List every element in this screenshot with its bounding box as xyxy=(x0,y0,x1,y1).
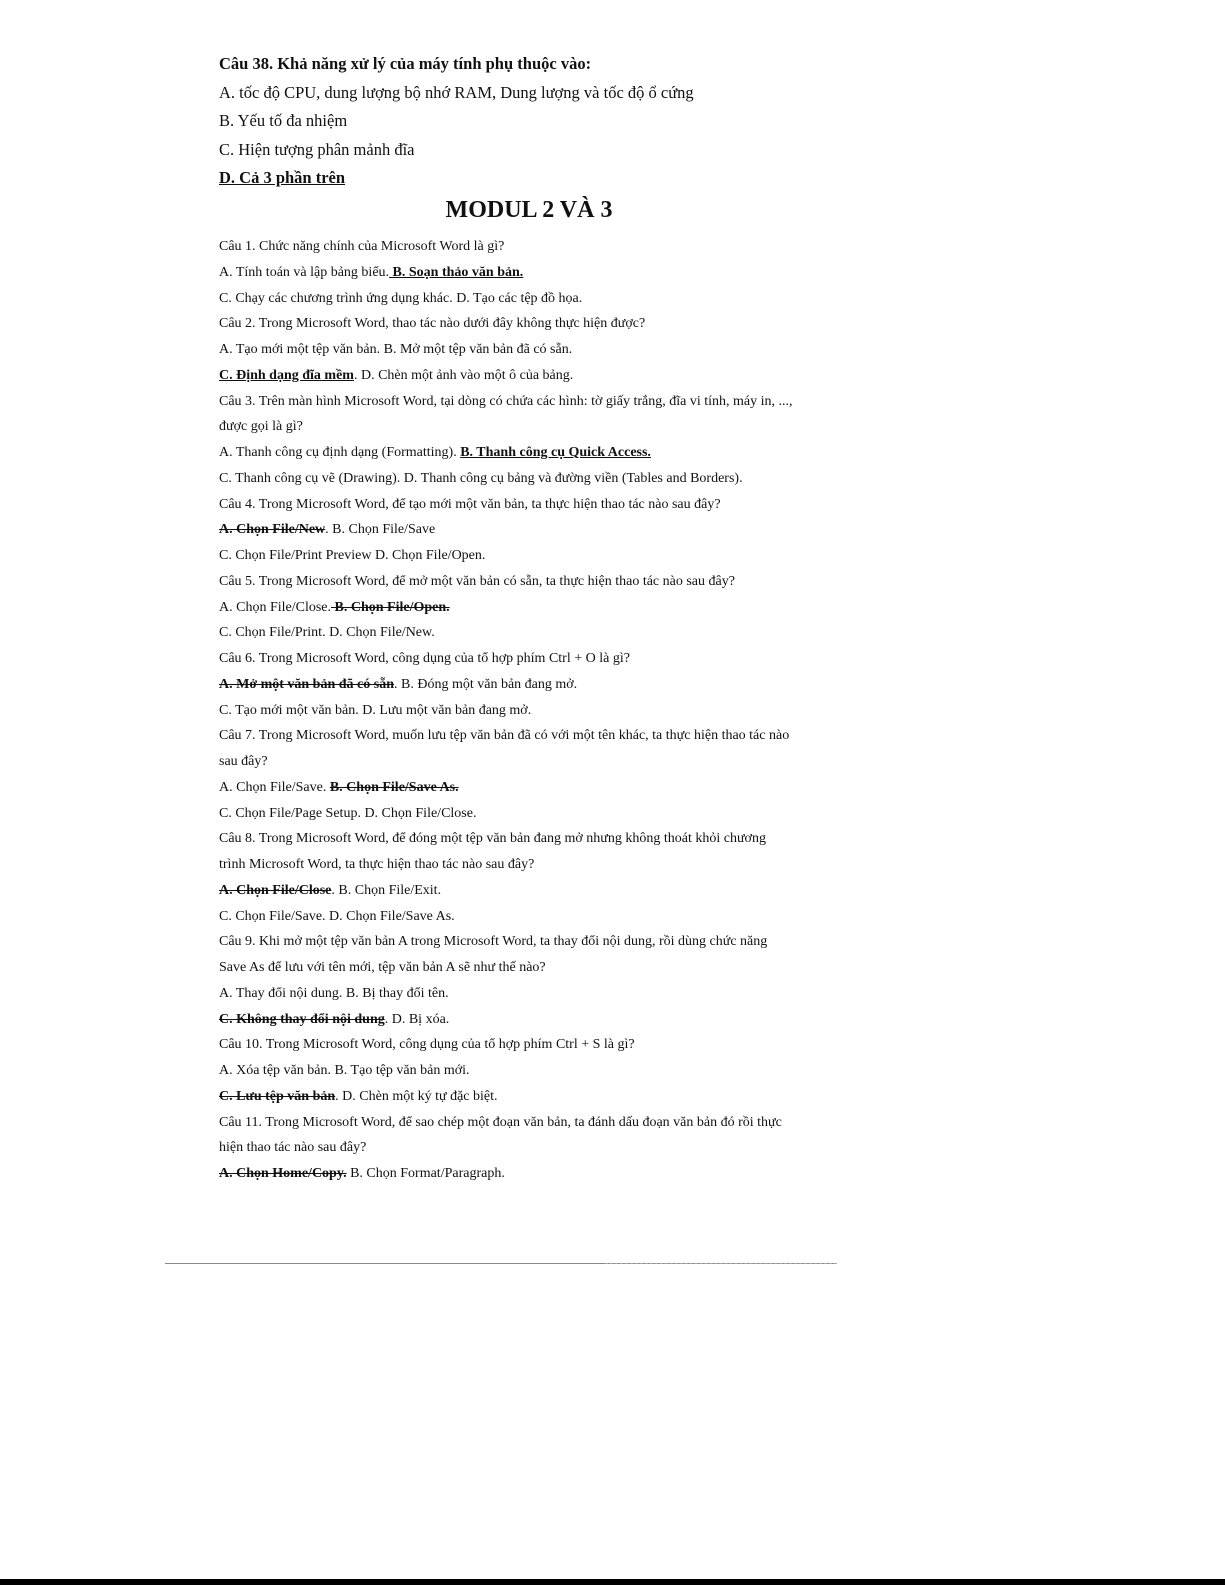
question-5-options-cd: C. Chọn File/Print. D. Chọn File/New. xyxy=(219,625,435,641)
question-6-options-ab xyxy=(219,672,844,698)
answer-strikethrough: B. Chọn File/Open. xyxy=(331,599,450,615)
question-1: Câu 1. Chức năng chính của Microsoft Word là gì? xyxy=(219,239,505,254)
option-text: A. Chọn File/Save. xyxy=(219,779,330,795)
question-1-options-ab xyxy=(219,260,844,286)
question-2: Câu 2. Trong Microsoft Word, thao tác nào dưới đây không thực hiện được? xyxy=(219,316,646,332)
question-10-options-ab: A. Xóa tệp văn bản. B. Tạo tệp văn bản mới. xyxy=(219,1063,470,1078)
question-6-options-cd: C. Tạo mới một văn bản. D. Lưu một văn bản đang mở. xyxy=(219,702,532,718)
question-7-options-ab xyxy=(219,775,844,801)
option-text: A. Tính toán và lập bảng biểu. xyxy=(219,264,390,280)
question-7-line-1: Câu 7. Trong Microsoft Word, muốn lưu tệp văn bản đã có với một tên khác, ta thực hiện thao tác nào xyxy=(219,728,790,744)
question-7-options-cd: C. Chọn File/Page Setup. D. Chọn File/Close. xyxy=(219,805,477,821)
question-38-option-c: C. Hiện tượng phân mảnh đĩa xyxy=(219,139,415,159)
question-3-line-2: được gọi là gì? xyxy=(219,419,303,435)
question-7-line-2: sau đây? xyxy=(219,754,268,769)
question-5: Câu 5. Trong Microsoft Word, để mở một văn bản có sẵn, ta thực hiện thao tác nào sau đây? xyxy=(219,573,735,589)
question-6: Câu 6. Trong Microsoft Word, công dụng của tổ hợp phím Ctrl + O là gì? xyxy=(219,651,630,666)
answer-strikethrough: A. Chọn File/Close xyxy=(219,882,332,898)
question-1-options-cd: C. Chạy các chương trình ứng dụng khác. D. Tạo các tệp đồ họa. xyxy=(219,290,583,306)
question-8-line-1: Câu 8. Trong Microsoft Word, để đóng một tệp văn bản đang mở nhưng không thoát khỏi chương xyxy=(219,831,766,847)
page-bottom-bar xyxy=(0,1579,1225,1585)
question-11-line-2: hiện thao tác nào sau đây? xyxy=(219,1140,367,1156)
option-text: B. Chọn Format/Paragraph. xyxy=(346,1166,505,1181)
question-8-options-cd: C. Chọn File/Save. D. Chọn File/Save As. xyxy=(219,908,455,924)
question-38-option-b: B. Yếu tố đa nhiệm xyxy=(219,111,348,130)
question-9-line-2: Save As để lưu với tên mới, tệp văn bản A sẽ như thế nào? xyxy=(219,960,546,975)
answer-highlight: B. Thanh công cụ Quick Access. xyxy=(460,445,651,460)
answer-strikethrough: A. Chọn Home/Copy. xyxy=(219,1166,347,1181)
question-3-options-ab xyxy=(219,440,844,466)
option-text: A. Chọn File/Close. xyxy=(219,599,332,615)
question-3-line-1: Câu 3. Trên màn hình Microsoft Word, tại dòng có chứa các hình: tờ giấy trắng, đĩa vi tính, máy in, ..., xyxy=(219,393,793,409)
question-38-title: Câu 38. Khả năng xử lý của máy tính phụ thuộc vào: xyxy=(219,54,592,73)
question-3-options-cd: C. Thanh công cụ vẽ (Drawing). D. Thanh công cụ bảng và đường viền (Tables and Borders). xyxy=(219,470,743,486)
answer-strikethrough: A. Mở một văn bản đã có sẵn xyxy=(219,676,394,692)
question-9-options-cd xyxy=(219,1007,844,1033)
question-4: Câu 4. Trong Microsoft Word, để tạo mới một văn bản, ta thực hiện thao tác nào sau đây? xyxy=(219,496,721,512)
answer-strikethrough: C. Không thay đổi nội dung xyxy=(219,1011,385,1027)
answer-strikethrough: B. Chọn File/Save As. xyxy=(329,779,459,795)
question-38-option-a: A. tốc độ CPU, dung lượng bộ nhớ RAM, Dung lượng và tốc độ ổ cứng xyxy=(219,82,694,102)
question-5-options-ab xyxy=(219,595,844,621)
question-10: Câu 10. Trong Microsoft Word, công dụng của tổ hợp phím Ctrl + S là gì? xyxy=(219,1037,635,1053)
answer-highlight: C. Định dạng đĩa mềm xyxy=(219,367,354,383)
option-text: . D. Chèn một ký tự đặc biệt. xyxy=(335,1088,498,1104)
answer-strikethrough: C. Lưu tệp văn bản xyxy=(219,1088,336,1104)
option-text: . D. Bị xóa. xyxy=(384,1011,450,1027)
question-11-options-ab xyxy=(219,1161,844,1187)
option-text: . B. Chọn File/Save xyxy=(325,522,436,538)
question-8-options-ab xyxy=(219,878,844,904)
answer-highlight: B. Soạn thảo văn bản. xyxy=(389,264,524,280)
option-text: . B. Chọn File/Exit. xyxy=(331,882,442,898)
question-11-line-1: Câu 11. Trong Microsoft Word, để sao chép một đoạn văn bản, ta đánh dấu đoạn văn bản đó rồi thực xyxy=(219,1114,782,1130)
question-4-options-ab xyxy=(219,517,844,543)
option-text: . D. Chèn một ảnh vào một ô của bảng. xyxy=(353,367,574,383)
question-10-options-cd xyxy=(219,1084,844,1110)
question-9-options-ab: A. Thay đổi nội dung. B. Bị thay đổi tên. xyxy=(219,985,449,1001)
footer-divider-dashed xyxy=(605,1263,837,1264)
question-38-option-d: D. Cả 3 phần trên xyxy=(219,168,346,187)
question-38-block xyxy=(219,50,839,193)
question-4-options-cd: C. Chọn File/Print Preview D. Chọn File/Open. xyxy=(219,548,486,563)
question-2-options-ab: A. Tạo mới một tệp văn bản. B. Mở một tệp văn bản đã có sẵn. xyxy=(219,342,573,357)
question-9-line-1: Câu 9. Khi mở một tệp văn bản A trong Microsoft Word, ta thay đổi nội dung, rồi dùng chức năng xyxy=(219,934,768,950)
answer-strikethrough: A. Chọn File/New xyxy=(219,522,326,538)
option-text: A. Thanh công cụ định dạng (Formatting). xyxy=(219,445,461,460)
question-8-line-2: trình Microsoft Word, ta thực hiện thao tác nào sau đây? xyxy=(219,857,535,872)
questions-block xyxy=(219,234,844,1187)
section-heading: MODUL 2 VÀ 3 xyxy=(445,197,613,223)
question-2-options-cd xyxy=(219,363,844,389)
option-text: . B. Đóng một văn bản đang mở. xyxy=(394,676,578,692)
